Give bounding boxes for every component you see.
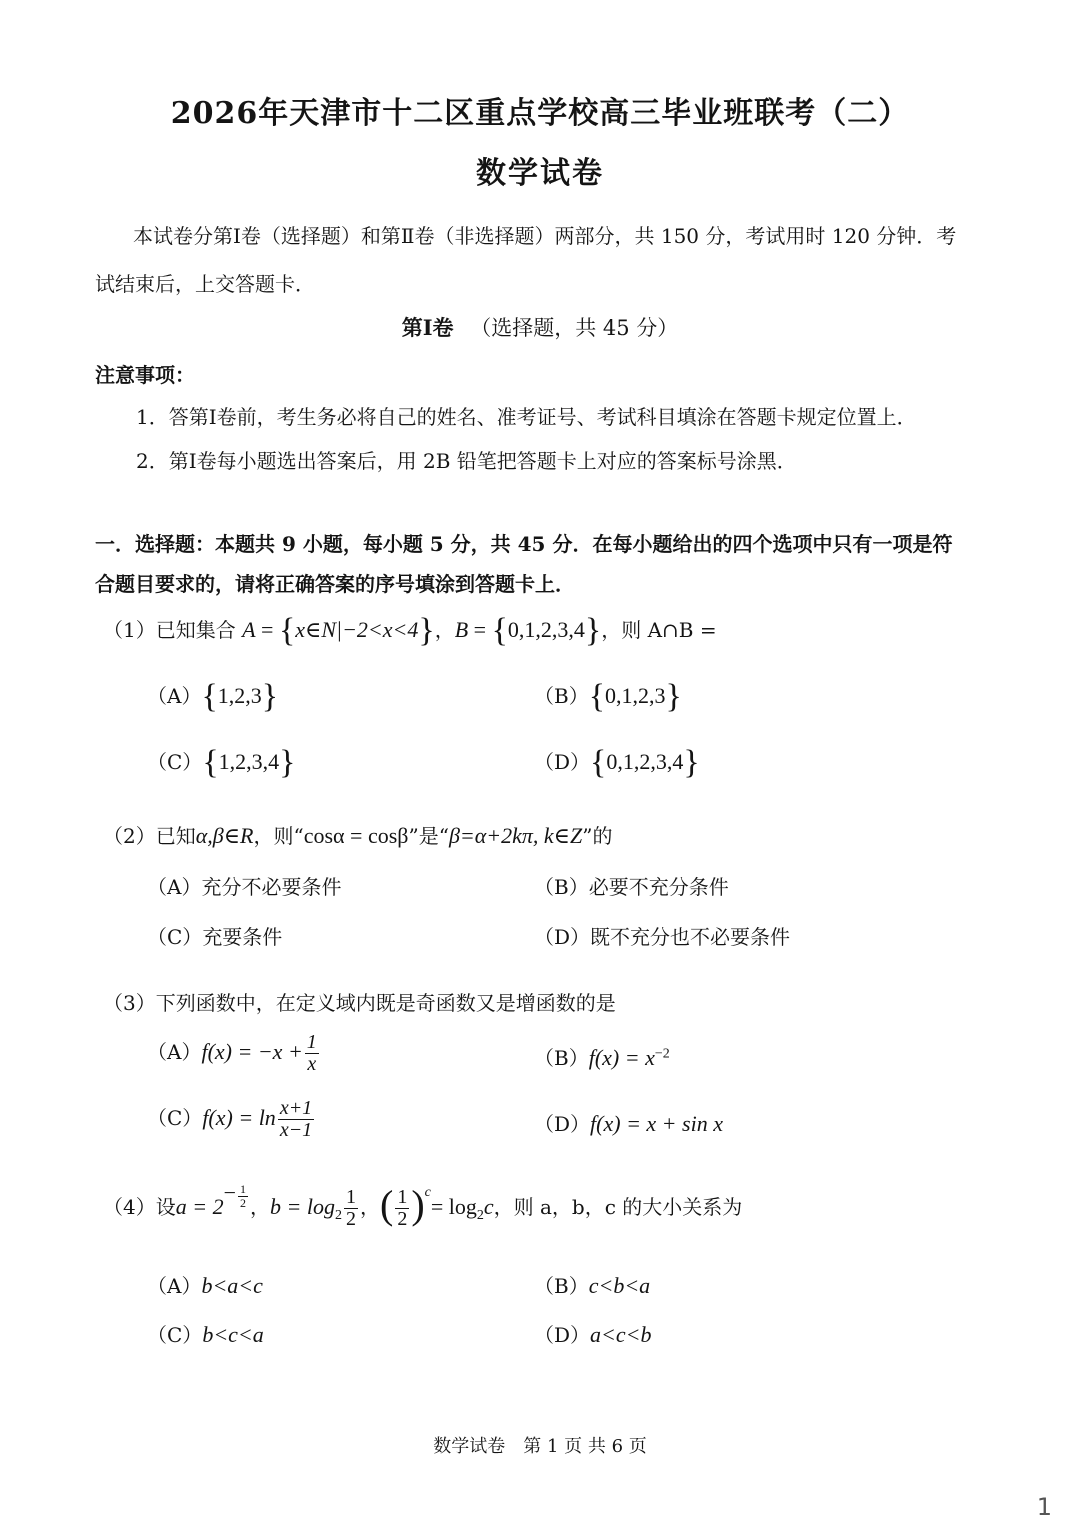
question-1-stem: （1）已知集合 A = {x∈N|−2<x<4}，B = {0,1,2,3,4}，则 A∩B = bbox=[103, 612, 717, 649]
fraction-denominator: x−1 bbox=[279, 1119, 313, 1141]
question-4-number: （4）设 bbox=[103, 1195, 176, 1219]
option-value: b<c<a bbox=[202, 1322, 264, 1347]
option-value: 充分不必要条件 bbox=[201, 875, 342, 899]
option-value: f(x) = x bbox=[588, 1045, 655, 1070]
fraction-numerator: x+1 bbox=[279, 1097, 313, 1119]
option-label: （D） bbox=[534, 750, 591, 774]
option-label: （B） bbox=[534, 875, 589, 899]
exponent-numerator: 1 bbox=[240, 1182, 247, 1197]
question-4-option-c bbox=[147, 1319, 264, 1348]
question-2-text: ”的 bbox=[582, 824, 613, 848]
fraction-denominator: 2 bbox=[397, 1208, 408, 1230]
question-2-option-d bbox=[534, 921, 790, 950]
log-base: 2 bbox=[334, 1208, 342, 1223]
option-value: 必要不充分条件 bbox=[588, 875, 729, 899]
option-value: b<a<c bbox=[201, 1273, 263, 1298]
fraction-numerator: 1 bbox=[397, 1186, 408, 1208]
option-value: f(x) = −x + bbox=[201, 1039, 303, 1064]
question-2-text: ，则“ bbox=[253, 824, 304, 848]
option-label: （A） bbox=[147, 1274, 202, 1298]
option-label: （D） bbox=[534, 925, 591, 949]
option-value: f(x) = x + sin x bbox=[590, 1111, 723, 1136]
option-value: 0,1,2,3 bbox=[605, 683, 666, 708]
fraction-numerator: 1 bbox=[345, 1186, 356, 1208]
fraction-denominator: x bbox=[307, 1053, 317, 1075]
question-3-option-a bbox=[147, 1032, 321, 1075]
question-2-option-b bbox=[534, 871, 729, 900]
question-1-option-b: （B）{0,1,2,3} bbox=[534, 678, 682, 715]
set-a-label: A bbox=[242, 617, 256, 642]
part1-instruction-line-2: 合题目要求的，请将正确答案的序号填涂到答题卡上． bbox=[95, 572, 575, 596]
option-label: （C） bbox=[147, 1323, 203, 1347]
option-value: 充要条件 bbox=[202, 925, 283, 949]
question-2-condition-1: cosα = cosβ bbox=[303, 823, 409, 848]
exponent: −2 bbox=[654, 1046, 670, 1062]
option-label: （C） bbox=[147, 1106, 203, 1130]
fraction-numerator: 1 bbox=[306, 1031, 317, 1053]
intro-line-2: 试结束后，上交答题卡． bbox=[95, 272, 315, 296]
log-argument: c bbox=[483, 1194, 494, 1219]
question-4-option-d bbox=[534, 1319, 652, 1348]
option-label: （A） bbox=[147, 875, 202, 899]
log-base: 2 bbox=[476, 1208, 484, 1223]
question-4-option-a bbox=[147, 1270, 263, 1299]
notice-heading: 注意事项： bbox=[95, 363, 195, 387]
question-3-option-c bbox=[147, 1098, 316, 1141]
question-2-option-c bbox=[147, 921, 282, 950]
question-4-tail: ，则 a，b，c 的大小关系为 bbox=[493, 1195, 743, 1219]
fraction-denominator: 2 bbox=[345, 1208, 356, 1230]
question-1-option-a: （A）{1,2,3} bbox=[147, 678, 279, 715]
option-label: （B） bbox=[534, 1046, 589, 1070]
c-definition: = log bbox=[430, 1194, 477, 1219]
option-value: a<c<b bbox=[590, 1322, 652, 1347]
option-label: （C） bbox=[147, 750, 203, 774]
question-2-stem bbox=[103, 820, 612, 849]
a-definition: a = 2 bbox=[175, 1194, 224, 1219]
set-b-label: B bbox=[454, 617, 469, 642]
exam-title: 2026年天津市十二区重点学校高三毕业班联考（二） bbox=[170, 96, 910, 131]
option-label: （D） bbox=[534, 1112, 591, 1136]
question-3-option-b bbox=[534, 1042, 670, 1071]
option-value: c<b<a bbox=[588, 1273, 651, 1298]
set-b-definition: 0,1,2,3,4 bbox=[507, 617, 585, 642]
question-1-option-d: （D）{0,1,2,3,4} bbox=[534, 744, 700, 781]
question-2-text: ”是“ bbox=[408, 824, 449, 848]
notice-item-2: 2．第Ⅰ卷每小题选出答案后，用 2B 铅笔把答题卡上对应的答案标号涂黑． bbox=[136, 449, 797, 473]
exam-subtitle: 数学试卷 bbox=[476, 156, 604, 191]
section-heading bbox=[0, 312, 1080, 342]
page-footer: 数学试卷 第 1 页 共 6 页 bbox=[433, 1436, 647, 1457]
question-3-option-d bbox=[534, 1108, 723, 1137]
option-label: （C） bbox=[147, 925, 203, 949]
part1-instruction-line-1: 一．选择题：本题共 9 小题，每小题 5 分，共 45 分．在每小题给出的四个选项中只有一项是符 bbox=[95, 532, 953, 556]
question-1-tail: ，则 A∩B = bbox=[601, 618, 717, 642]
page-corner-number: 1 bbox=[1036, 1493, 1052, 1521]
option-label: （B） bbox=[534, 684, 589, 708]
set-a-definition: x∈N|−2<x<4 bbox=[295, 617, 419, 642]
intro-line-1: 本试卷分第Ⅰ卷（选择题）和第Ⅱ卷（非选择题）两部分，共 150 分，考试用时 120 分钟．考 bbox=[133, 224, 957, 248]
question-4-option-b bbox=[534, 1270, 650, 1299]
option-label: （A） bbox=[147, 1040, 202, 1064]
option-value: 0,1,2,3,4 bbox=[606, 749, 684, 774]
exponent: c bbox=[424, 1185, 431, 1200]
option-value: 1,2,3 bbox=[217, 683, 262, 708]
option-label: （A） bbox=[147, 684, 202, 708]
option-value: 既不充分也不必要条件 bbox=[590, 925, 791, 949]
option-label: （B） bbox=[534, 1274, 589, 1298]
option-label: （D） bbox=[534, 1323, 591, 1347]
exponent-denominator: 2 bbox=[240, 1196, 247, 1210]
section-heading-main: 第Ⅰ卷 bbox=[401, 315, 454, 340]
question-3-stem: （3）下列函数中，在定义域内既是奇函数又是增函数的是 bbox=[103, 991, 616, 1015]
option-value: f(x) = ln bbox=[202, 1105, 276, 1130]
question-2-number: （2）已知 bbox=[103, 824, 196, 848]
exponent-sign: − bbox=[223, 1180, 237, 1205]
question-2-given: α,β∈R bbox=[195, 823, 254, 848]
b-definition: b = log bbox=[270, 1194, 335, 1219]
option-value: 1,2,3,4 bbox=[218, 749, 280, 774]
question-2-option-a bbox=[147, 871, 341, 900]
question-4-stem: （4）设$a = 2^{- \frac{1}{2}}$ ，$b = \log_2$ $\frac{1}{2}$ ，( $\frac{1}{2}$ )$^c= \log_2c$，则 a，b，c 的大小关系为 bbox=[103, 1180, 743, 1230]
question-1-option-c: （C）{1,2,3,4} bbox=[147, 744, 296, 781]
question-1-number: （1）已知集合 bbox=[103, 618, 236, 642]
section-heading-sub: （选择题，共 45 分） bbox=[470, 316, 679, 340]
notice-item-1: 1．答第Ⅰ卷前，考生务必将自己的姓名、准考证号、考试科目填涂在答题卡规定位置上． bbox=[136, 405, 917, 429]
question-2-condition-2: β=α+2kπ, k∈Z bbox=[448, 823, 583, 848]
